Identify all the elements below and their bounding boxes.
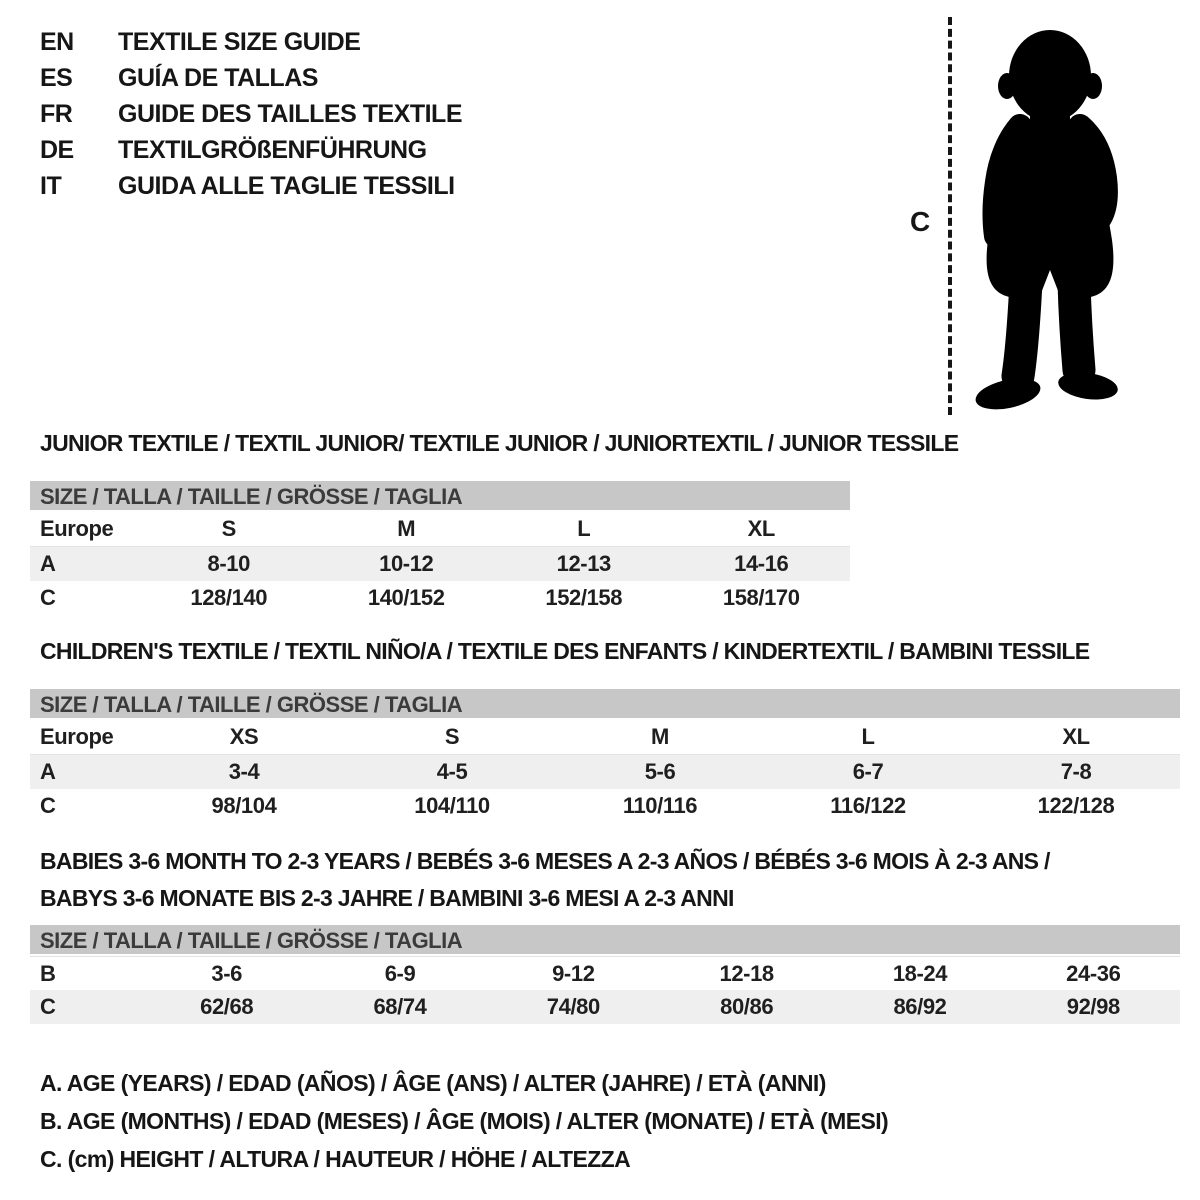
table-cell: 140/152 [367, 585, 445, 610]
table-cell: 128/140 [190, 585, 268, 610]
children-section-title: CHILDREN'S TEXTILE / TEXTIL NIÑO/A / TEXTILE DES ENFANTS / KINDERTEXTIL / BAMBINI TESSILE [40, 638, 1090, 664]
column-header: M [397, 516, 416, 541]
column-header: L [861, 724, 875, 749]
column-header-row [30, 720, 1180, 755]
row-label: B [40, 960, 56, 986]
size-header-bar: SIZE / TALLA / TAILLE / GRÖSSE / TAGLIA [30, 925, 1180, 956]
column-header-row [30, 512, 850, 547]
list-item [40, 60, 462, 96]
table-row [30, 581, 850, 615]
region-label: Europe [40, 516, 114, 541]
row-label: A [40, 551, 56, 576]
junior-textile-section [30, 430, 959, 615]
children-size-table [30, 689, 1180, 823]
column-header: XS [229, 724, 259, 749]
table-cell: 62/68 [200, 994, 254, 1019]
table-cell: 7-8 [1060, 759, 1092, 784]
table-row [30, 956, 1180, 990]
list-item [40, 24, 462, 60]
guide-title-en: TEXTILE SIZE GUIDE [118, 27, 361, 56]
table-row [30, 789, 1180, 823]
table-cell: 68/74 [373, 994, 427, 1019]
height-measure-line [948, 17, 952, 415]
measurement-legend [40, 1064, 888, 1178]
table-cell: 92/98 [1066, 994, 1120, 1019]
legend-item-c: C. (cm) HEIGHT / ALTURA / HAUTEUR / HÖHE / ALTEZZA [40, 1146, 631, 1172]
table-cell: 122/128 [1037, 793, 1115, 818]
list-item [40, 168, 462, 204]
legend-item-a: A. AGE (YEARS) / EDAD (AÑOS) / ÂGE (ANS) / ALTER (JAHRE) / ETÀ (ANNI) [40, 1070, 826, 1096]
list-item [40, 132, 462, 168]
column-header: XL [1062, 724, 1090, 749]
table-cell: 98/104 [211, 793, 277, 818]
table-cell: 110/116 [622, 793, 698, 818]
table-cell: 24-36 [1066, 960, 1121, 986]
list-item [40, 96, 462, 132]
language-code: ES [40, 63, 73, 92]
table-cell: 104/110 [414, 793, 490, 818]
language-code: FR [40, 99, 73, 128]
row-label: C [40, 585, 56, 610]
column-header: S [444, 724, 460, 749]
guide-title-de: TEXTILGRÖßENFÜHRUNG [118, 135, 427, 164]
table-cell: 8-10 [207, 551, 250, 576]
column-header: XL [747, 516, 775, 541]
size-header-bar: SIZE / TALLA / TAILLE / GRÖSSE / TAGLIA [30, 481, 850, 512]
table-cell: 10-12 [379, 551, 434, 576]
guide-title-fr: GUIDE DES TAILLES TEXTILE [118, 99, 463, 128]
children-textile-section [30, 638, 1180, 823]
junior-section-title: JUNIOR TEXTILE / TEXTIL JUNIOR/ TEXTILE JUNIOR / JUNIORTEXTIL / JUNIOR TESSILE [40, 430, 959, 456]
language-title-list [40, 24, 462, 204]
table-cell: 86/92 [893, 994, 947, 1019]
babies-section-title-line2: BABYS 3-6 MONATE BIS 2-3 JAHRE / BAMBINI 3-6 MESI A 2-3 ANNI [40, 885, 734, 911]
legend-item-b: B. AGE (MONTHS) / EDAD (MESES) / ÂGE (MOIS) / ALTER (MONATE) / ETÀ (MESI) [40, 1108, 889, 1134]
column-header: S [221, 516, 236, 541]
babies-section-title-line1: BABIES 3-6 MONTH TO 2-3 YEARS / BEBÉS 3-6 MESES A 2-3 AÑOS / BÉBÉS 3-6 MOIS À 2-3 ANS / [40, 848, 1050, 874]
babies-textile-section [30, 843, 1180, 1024]
table-cell: 6-9 [384, 960, 416, 986]
table-cell: 9-12 [552, 960, 595, 986]
table-row [30, 547, 850, 581]
table-row [30, 990, 1180, 1024]
table-cell: 5-6 [644, 759, 676, 784]
table-cell: 116/122 [830, 793, 906, 818]
height-measure-label: C [910, 206, 931, 237]
table-cell: 12-13 [556, 551, 611, 576]
table-cell: 14-16 [734, 551, 789, 576]
language-code: IT [40, 171, 62, 200]
row-label: C [40, 994, 56, 1019]
table-cell: 74/80 [546, 994, 600, 1019]
region-label: Europe [40, 724, 114, 749]
guide-title-it: GUIDA ALLE TAGLIE TESSILI [118, 171, 455, 200]
table-cell: 3-4 [228, 759, 260, 784]
baby-silhouette-icon [962, 20, 1138, 420]
row-label: A [40, 759, 56, 784]
table-cell: 3-6 [211, 960, 242, 986]
table-row [30, 755, 1180, 789]
language-code: EN [40, 27, 74, 56]
babies-size-table [30, 925, 1180, 1024]
column-header: M [651, 724, 669, 749]
column-header: L [577, 516, 591, 541]
guide-title-es: GUÍA DE TALLAS [118, 63, 318, 92]
size-header-bar: SIZE / TALLA / TAILLE / GRÖSSE / TAGLIA [30, 689, 1180, 720]
table-cell: 18-24 [892, 960, 948, 986]
table-cell: 152/158 [545, 585, 623, 610]
table-cell: 80/86 [720, 994, 774, 1019]
language-code: DE [40, 135, 74, 164]
table-cell: 12-18 [719, 960, 774, 986]
table-cell: 6-7 [852, 759, 884, 784]
table-cell: 4-5 [436, 759, 468, 784]
junior-size-table [30, 481, 850, 615]
row-label: C [40, 793, 56, 818]
table-cell: 158/170 [722, 585, 800, 610]
